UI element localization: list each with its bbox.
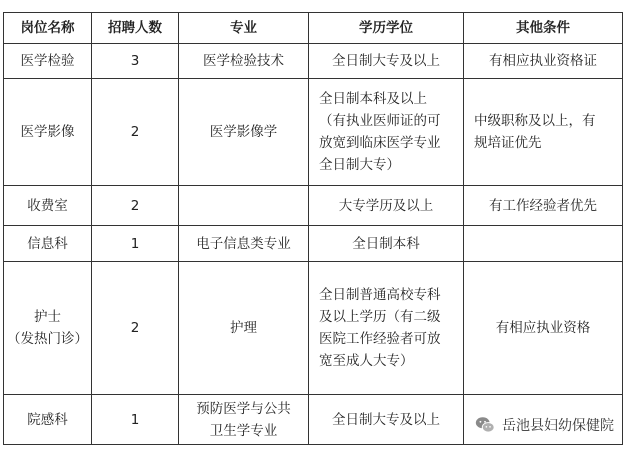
cell-count: 1	[92, 226, 179, 262]
cell-position: 院感科	[4, 395, 92, 445]
cell-other-text: 中级职称及以上，有 规培证优先	[474, 113, 596, 151]
cell-major: 电子信息类专业	[179, 226, 309, 262]
table-row	[4, 44, 623, 79]
watermark-text: 岳池县妇幼保健院	[502, 418, 614, 434]
cell-education-text: 全日制普通高校专科 及以上学历（有二级 医院工作经验者可放 宽至成人大专）	[319, 287, 441, 369]
header-other: 其他条件	[464, 13, 623, 44]
table-row	[4, 186, 623, 226]
cell-position: 医学影像	[4, 79, 92, 186]
cell-other: 有相应执业资格证	[464, 44, 623, 79]
cell-major	[179, 395, 309, 445]
cell-count: 2	[92, 79, 179, 186]
table-row	[4, 262, 623, 395]
table-row	[4, 79, 623, 186]
cell-count: 1	[92, 395, 179, 445]
cell-education	[309, 79, 464, 186]
cell-other: 有工作经验者优先	[464, 186, 623, 226]
cell-major: 医学检验技术	[179, 44, 309, 79]
table-row	[4, 226, 623, 262]
cell-major: 医学影像学	[179, 79, 309, 186]
watermark	[470, 412, 618, 438]
cell-education: 大专学历及以上	[309, 186, 464, 226]
cell-count: 2	[92, 186, 179, 226]
header-major: 专业	[179, 13, 309, 44]
cell-education	[309, 262, 464, 395]
cell-position: 收费室	[4, 186, 92, 226]
cell-education: 全日制大专及以上	[309, 44, 464, 79]
cell-education: 全日制大专及以上	[309, 395, 464, 445]
table-header-row	[4, 13, 623, 44]
cell-major	[179, 186, 309, 226]
cell-position: 医学检验	[4, 44, 92, 79]
cell-position-text: 护士 （发热门诊）	[7, 309, 88, 347]
cell-other: 有相应执业资格	[464, 262, 623, 395]
cell-other	[464, 226, 623, 262]
cell-other	[464, 79, 623, 186]
cell-position: 信息科	[4, 226, 92, 262]
cell-major-text: 预防医学与公共 卫生学专业	[196, 400, 291, 439]
header-education: 学历学位	[309, 13, 464, 44]
cell-education: 全日制本科	[309, 226, 464, 262]
cell-count: 3	[92, 44, 179, 79]
header-position: 岗位名称	[4, 13, 92, 44]
recruitment-table	[3, 12, 623, 445]
wechat-icon	[474, 414, 496, 436]
cell-education-text: 全日制本科及以上 （有执业医师证的可 放宽到临床医学专业 全日制大专）	[319, 91, 441, 173]
cell-count: 2	[92, 262, 179, 395]
cell-position	[4, 262, 92, 395]
header-count: 招聘人数	[92, 13, 179, 44]
cell-major: 护理	[179, 262, 309, 395]
